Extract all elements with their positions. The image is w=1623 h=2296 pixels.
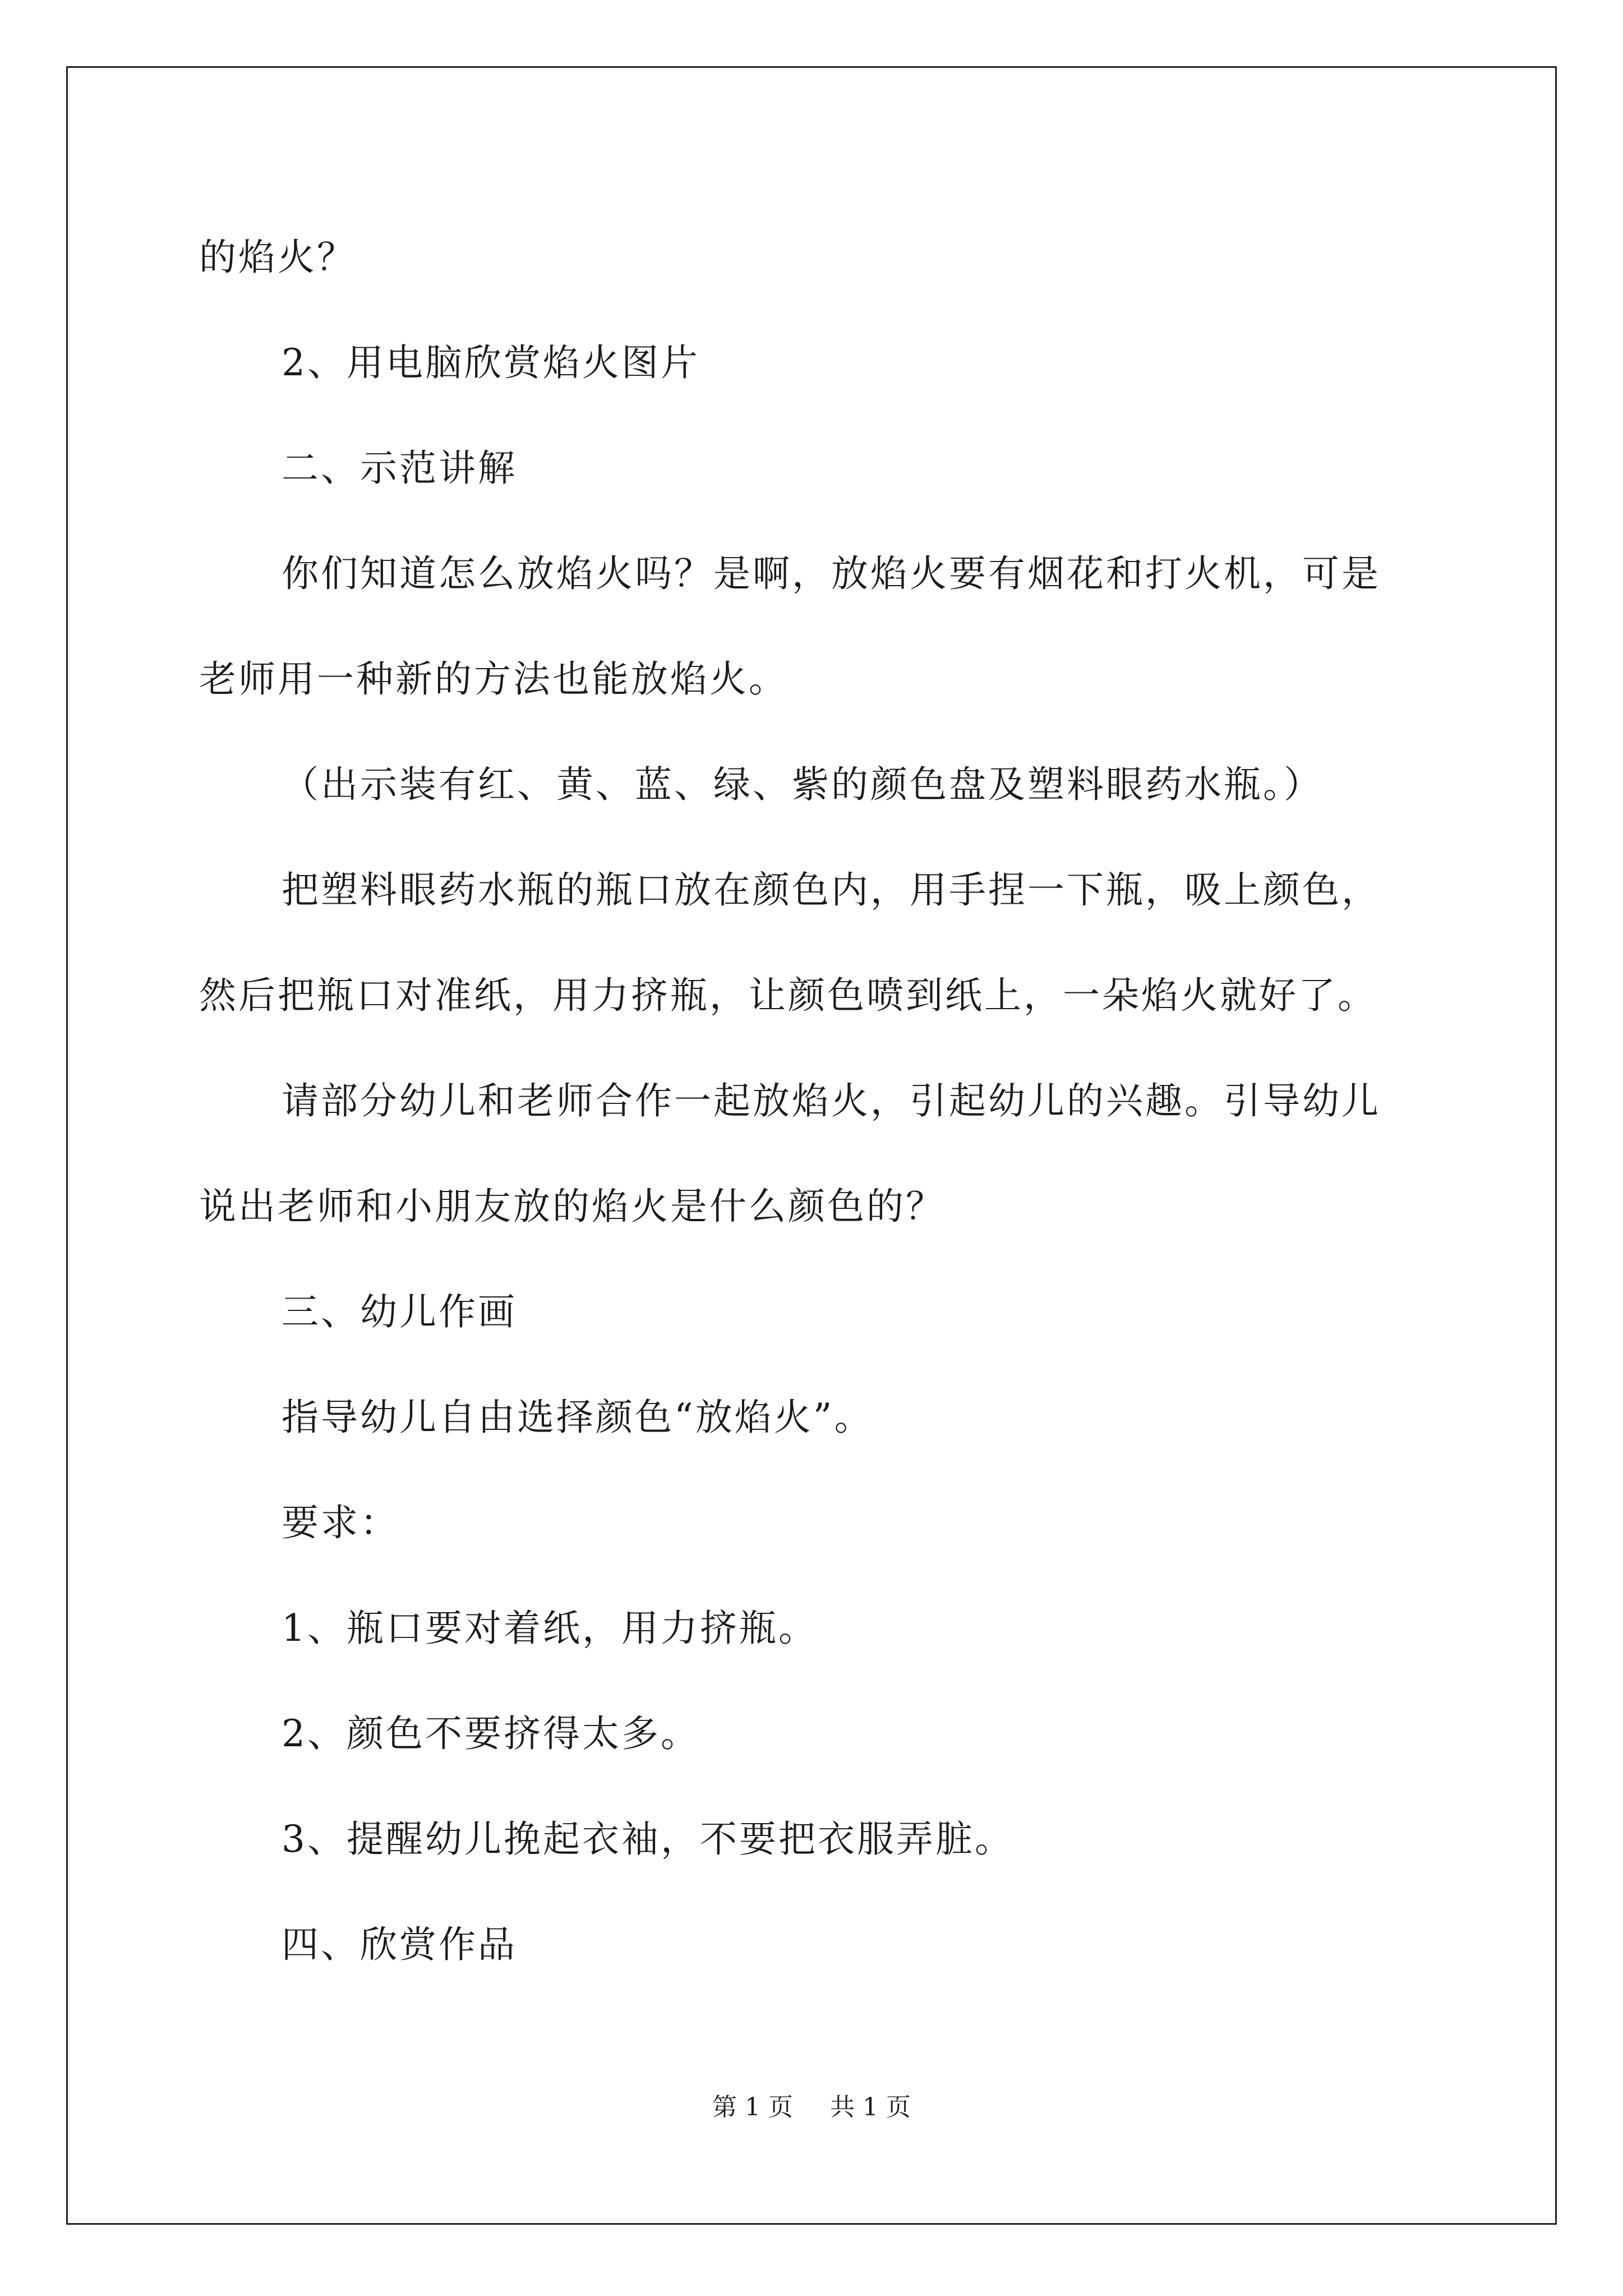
paragraph: （出示装有红、黄、蓝、绿、紫的颜色盘及塑料眼药水瓶。） bbox=[282, 763, 1323, 806]
list-item: 2、颜色不要挤得太多。 bbox=[282, 1712, 700, 1755]
page-footer bbox=[0, 2087, 1623, 2123]
paragraph: 要求： bbox=[282, 1501, 399, 1544]
page-number: 第 1 页 bbox=[712, 2093, 793, 2122]
paragraph: 指导幼儿自由选择颜色“放焰火”。 bbox=[282, 1396, 874, 1439]
paragraph: 你们知道怎么放焰火吗？是啊，放焰火要有烟花和打火机，可是 bbox=[282, 552, 1381, 595]
section-heading: 二、示范讲解 bbox=[282, 447, 517, 490]
section-heading: 四、欣赏作品 bbox=[282, 1923, 517, 1966]
paragraph: 2、用电脑欣赏焰火图片 bbox=[282, 341, 700, 384]
paragraph: 然后把瓶口对准纸，用力挤瓶，让颜色喷到纸上，一朵焰火就好了。 bbox=[199, 974, 1377, 1017]
document-body bbox=[199, 205, 1433, 1998]
paragraph: 的焰火？ bbox=[199, 236, 356, 279]
paragraph: 请部分幼儿和老师合作一起放焰火，引起幼儿的兴趣。引导幼儿 bbox=[282, 1079, 1381, 1122]
paragraph: 把塑料眼药水瓶的瓶口放在颜色内，用手捏一下瓶，吸上颜色， bbox=[282, 868, 1381, 912]
list-item: 3、提醒幼儿挽起衣袖，不要把衣服弄脏。 bbox=[282, 1818, 1014, 1861]
paragraph: 说出老师和小朋友放的焰火是什么颜色的？ bbox=[199, 1185, 945, 1228]
section-heading: 三、幼儿作画 bbox=[282, 1290, 517, 1333]
paragraph: 老师用一种新的方法也能放焰火。 bbox=[199, 657, 788, 701]
page-total: 共 1 页 bbox=[830, 2093, 911, 2122]
list-item: 1、瓶口要对着纸，用力挤瓶。 bbox=[282, 1607, 818, 1650]
